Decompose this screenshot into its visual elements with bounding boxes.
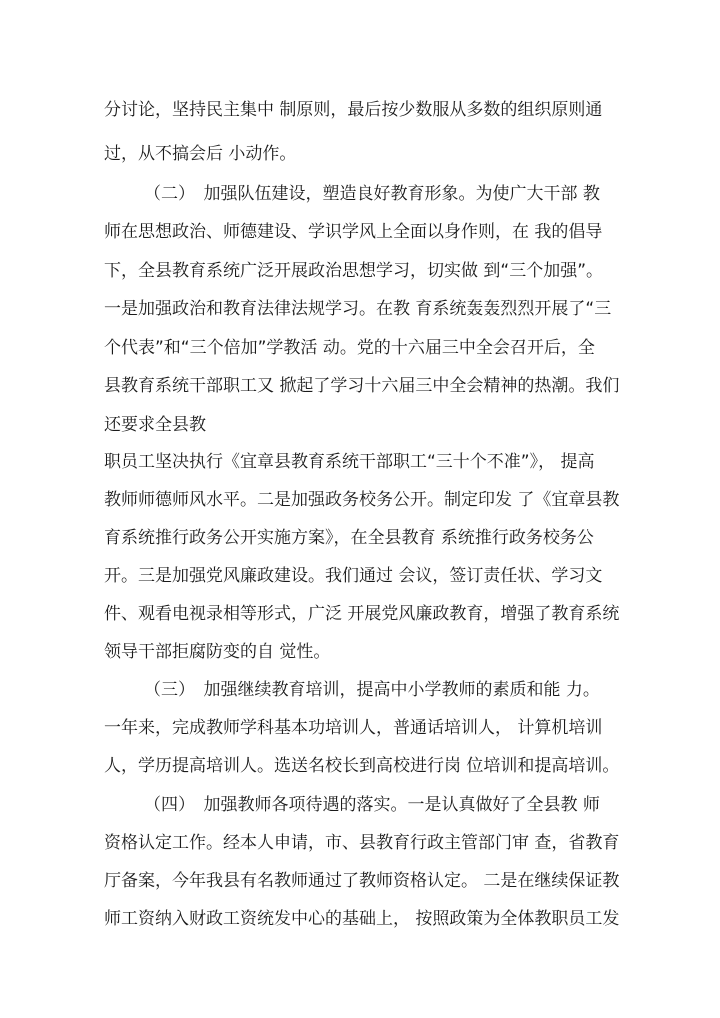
text-line: 厅备案，今年我县有名教师通过了教师资格认定。 二是在继续保证教 [104, 871, 620, 891]
text-line: 师在思想政治、师德建设、学识学风上全面以身作则，在 我的倡导 [104, 222, 603, 242]
section-heading-line: （二） 加强队伍建设，塑造良好教育形象。为使广大干部 教 [144, 184, 600, 204]
text-line: 人，学历提高培训人。选送名校长到高校进行岗 位培训和提高培训。 [104, 756, 620, 776]
text-line: 还要求全县教 [104, 415, 206, 435]
text-line: 资格认定工作。经本人申请，市、县教育行政主管部门审 查，省教育 [104, 833, 620, 853]
text-line: 师工资纳入财政工资统发中心的基础上， 按照政策为全体教职员工发 [104, 909, 620, 929]
text-line: 教师师德师风水平。二是加强政务校务公开。制定印发 了《宜章县教 [104, 490, 620, 510]
text-line: 过，从不搞会后 小动作。 [104, 144, 297, 164]
text-line: 开。三是加强党风廉政建设。我们通过 会议，签订责任状、学习文 [104, 566, 603, 586]
text-line: 育系统推行政务公开实施方案》，在全县教育 系统推行政务校务公 [104, 528, 594, 548]
text-line: 一是加强政治和教育法律法规学习。在教 育系统轰轰烈烈开展了“三 [104, 299, 612, 319]
section-heading-line: （四） 加强教师各项待遇的落实。一是认真做好了全县教 师 [144, 795, 600, 815]
text-line: 下，全县教育系统广泛开展政治思想学习，切实做 到“三个加强”。 [104, 261, 604, 281]
text-line: 一年来，完成教师学科基本功培训人，普通话培训人， 计算机培训 [104, 718, 603, 738]
text-line: 职员工坚决执行《宜章县教育系统干部职工“三十个不准”》， 提高 [104, 452, 595, 472]
text-line: 个代表”和“三个倍加”学教活 动。党的十六届三中全会召开后，全 [104, 338, 595, 358]
text-line: 分讨论，坚持民主集中 制原则，最后按少数服从多数的组织原则通 [104, 100, 603, 120]
text-line: 领导干部拒腐防变的自 觉性。 [104, 642, 331, 662]
text-line: 县教育系统干部职工又 掀起了学习十六届三中全会精神的热潮。我们 [104, 376, 620, 396]
section-heading-line: （三） 加强继续教育培训，提高中小学教师的素质和能 力。 [144, 680, 600, 700]
text-line: 件、观看电视录相等形式，广泛 开展党风廉政教育，增强了教育系统 [104, 604, 620, 624]
